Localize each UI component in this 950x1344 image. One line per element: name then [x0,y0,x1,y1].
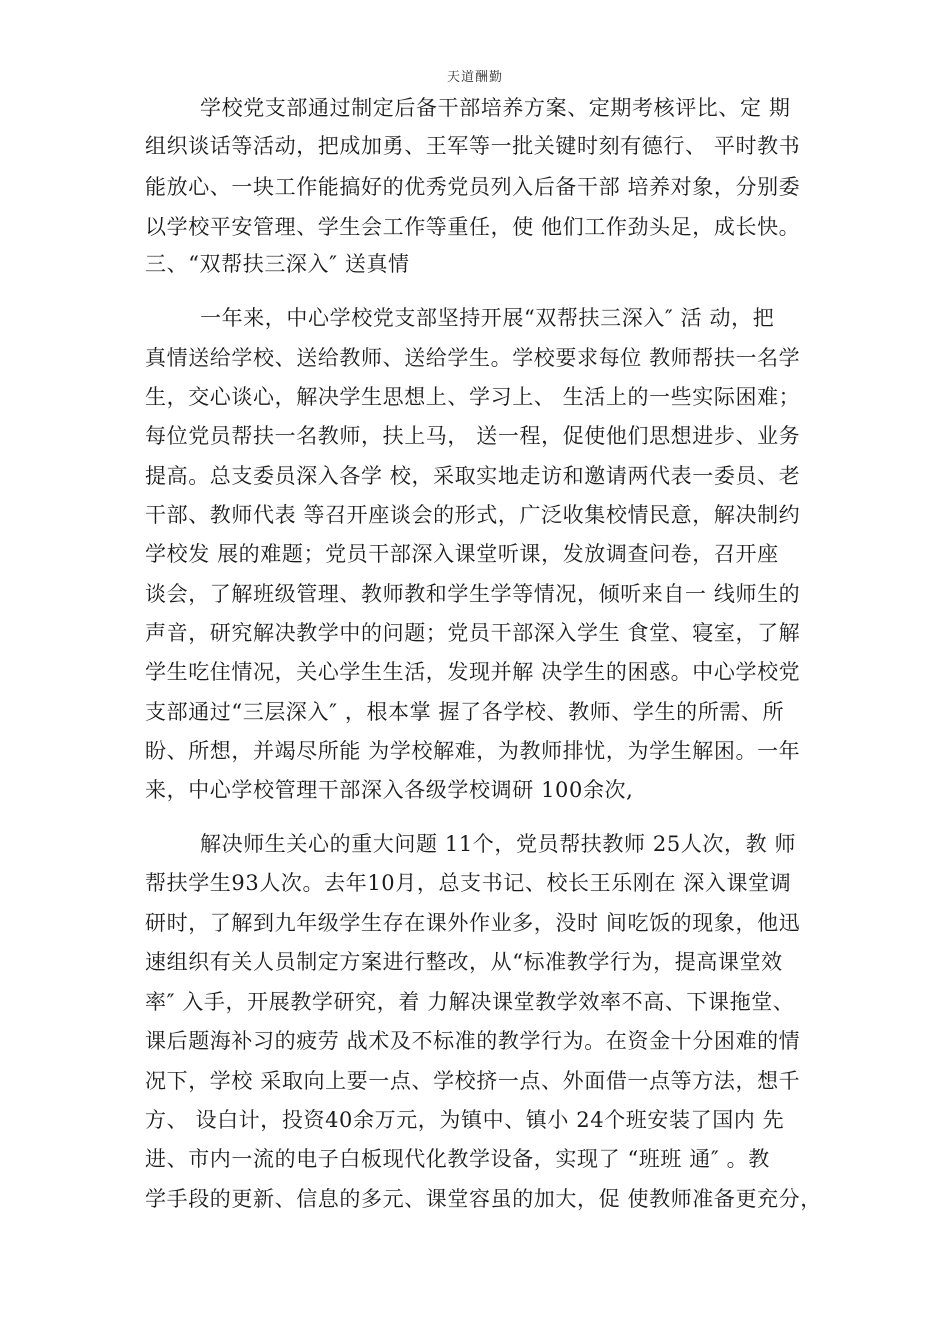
text-line: 一年来，中心学校党支部坚持开展“双帮扶三深入″ 活 动，把 [200,306,775,330]
text-line: 课后题海补习的疲劳 战术及不标准的教学行为。在资金十分困难的情 [145,1029,801,1053]
text-line: 组织谈话等活动，把成加勇、王军等一批关键时刻有德行、 平时教书 [145,134,801,158]
text-line: 谈会，了解班级管理、教师教和学生学等情况，倾听来自一 线师生的 [145,582,801,606]
text-line: 真情送给学校、送给教师、送给学生。学校要求每位 教师帮扶一名学 [145,346,801,370]
text-line: 率″ 入手，开展教学研究，着 力解决课堂教学效率不高、下课拖堂、 [145,990,795,1014]
text-line: 支部通过“三层深入″ ，根本掌 握了各学校、教师、学生的所需、所 [145,700,785,724]
text-line: 声音，研究解决教学中的问题；党员干部深入学生 食堂、寝室，了解 [145,621,801,645]
text-line: 生，交心谈心，解决学生思想上、学习上、 生活上的一些实际困难； [145,385,801,409]
text-line: 来，中心学校管理干部深入各级学校调研 100余次, [145,778,634,802]
text-line: 速组织有关人员制定方案进行整改，从“标准教学行为，提高课堂效 [145,950,783,974]
text-line: 提高。总支委员深入各学 校，采取实地走访和邀请两代表一委员、老 [145,464,801,488]
text-line: 研时，了解到九年级学生存在课外作业多，没时 间吃饭的现象，他迅 [145,911,801,935]
text-line: 帮扶学生93人次。去年10月，总支书记、校长王乐刚在 深入课堂调 [145,871,792,895]
text-line: 每位党员帮扶一名教师，扶上马， 送一程，促使他们思想进步、业务 [145,424,801,448]
text-line: 解决师生关心的重大问题 11个，党员帮扶教师 25人次，教 师 [200,832,797,856]
text-line: 能放心、一块工作能搞好的优秀党员列入后备干部 培养对象，分别委 [145,175,801,199]
text-line: 进、市内一流的电子白板现代化教学设备，实现了 “班班 通″ 。教 [145,1147,770,1171]
text-line: 学手段的更新、信息的多元、课堂容虽的加大，促 使教师准备更充分， [145,1187,822,1211]
text-line: 盼、所想，并竭尽所能 为学校解难，为教师排忧，为学生解困。一年 [145,739,801,763]
text-line: 三、“双帮扶三深入″ 送真情 [145,252,410,276]
text-line: 况下，学校 采取向上要一点、学校挤一点、外面借一点等方法，想千 [145,1069,801,1093]
text-line: 学校党支部通过制定后备干部培养方案、定期考核评比、定 期 [200,96,791,120]
text-line: 方、 设白计，投资40余万元，为镇中、镇小 24个班安装了国内 先 [145,1108,785,1132]
page-header: 天道酬勤 [446,70,503,85]
text-line: 干部、教师代表 等召开座谈会的形式，广泛收集校情民意，解决制约 [145,503,801,527]
text-line: 学生吃住情况，关心学生生活，发现并解 决学生的困惑。中心学校党 [145,660,801,684]
text-line: 学校发 展的难题；党员干部深入课堂听课，发放调查问卷，召开座 [145,542,779,566]
text-line: 以学校平安管理、学生会工作等重任，使 他们工作劲头足，成长快。 [145,215,801,239]
